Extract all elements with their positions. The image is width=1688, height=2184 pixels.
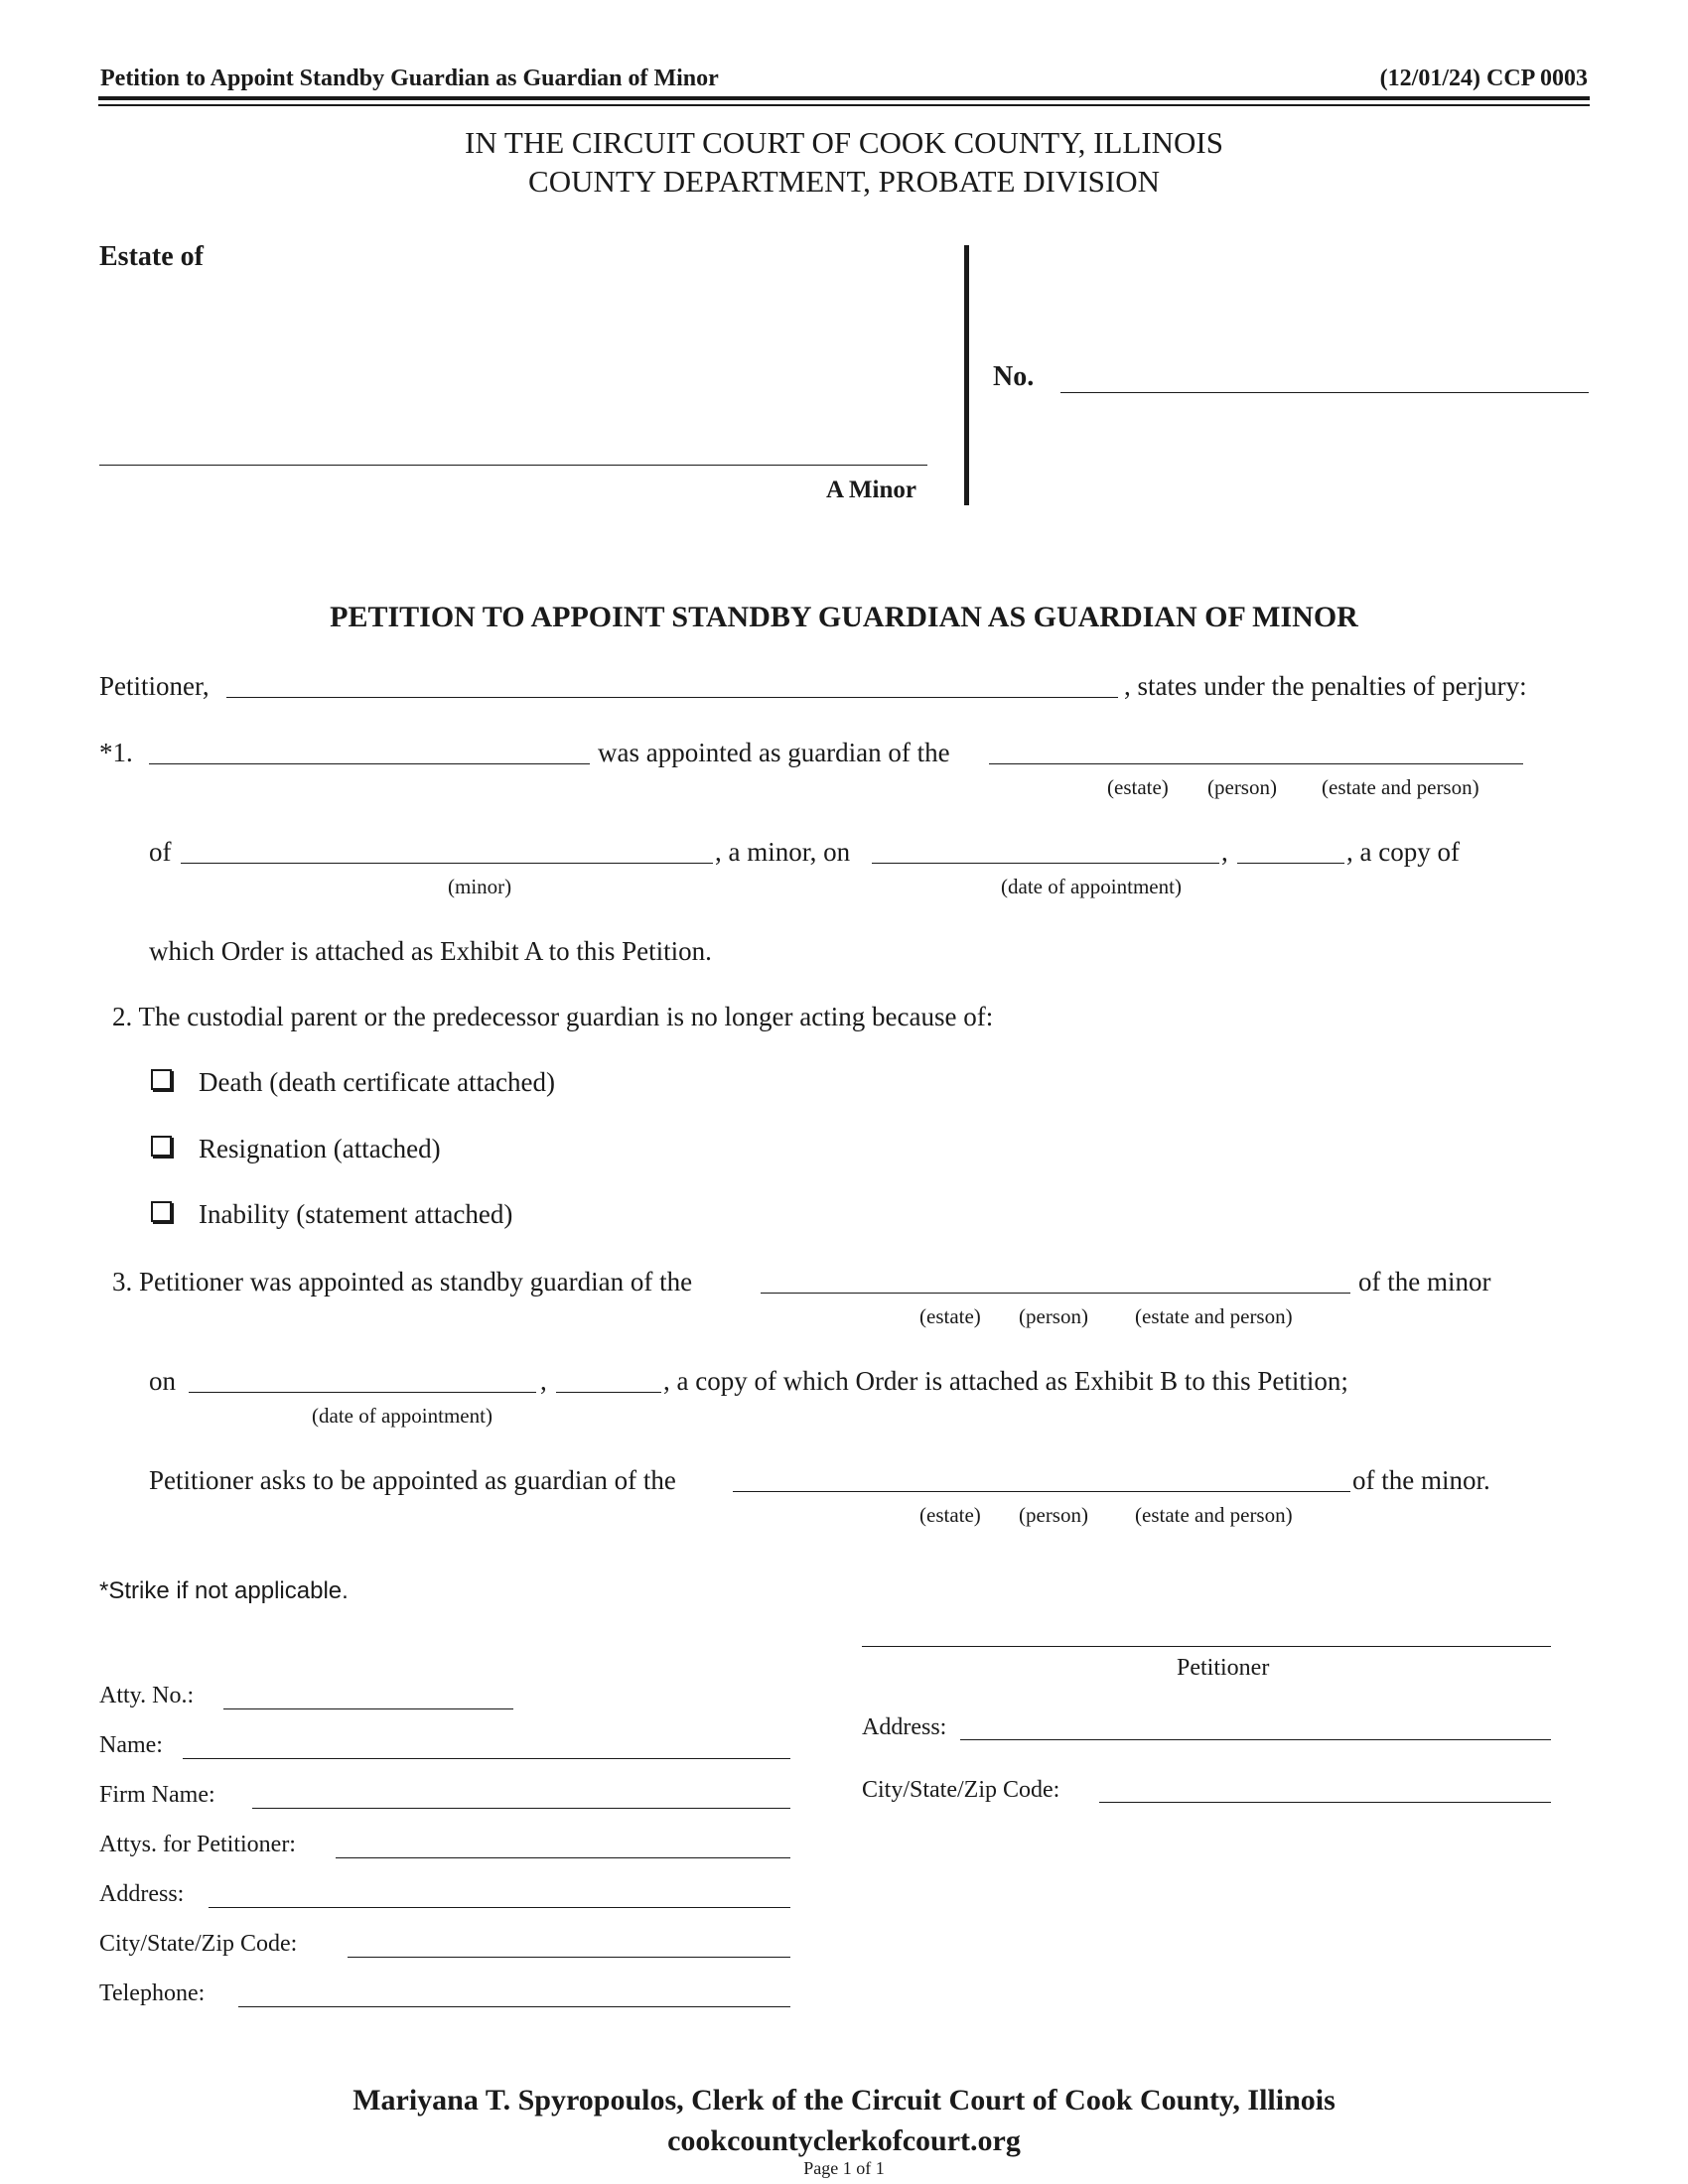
atty-city-line[interactable] bbox=[348, 1957, 790, 1958]
attys-for-line[interactable] bbox=[336, 1857, 790, 1858]
case-number-input[interactable] bbox=[1062, 357, 1587, 389]
petitioner-sig-label: Petitioner bbox=[1177, 1655, 1270, 1681]
item3-opt-person[interactable]: (person) bbox=[1019, 1304, 1088, 1328]
petitioner-city-label: City/State/Zip Code: bbox=[862, 1777, 1060, 1803]
strike-note: *Strike if not applicable. bbox=[99, 1577, 349, 1604]
petitioner-address-label: Address: bbox=[862, 1714, 947, 1740]
atty-address-line[interactable] bbox=[209, 1907, 790, 1908]
petitioner-name-line[interactable] bbox=[226, 697, 1118, 698]
atty-name-label: Name: bbox=[99, 1732, 163, 1758]
item3-date-caption: (date of appointment) bbox=[312, 1404, 492, 1428]
court-division: COUNTY DEPARTMENT, PROBATE DIVISION bbox=[528, 164, 1160, 199]
item1-minor-text: , a minor, on bbox=[715, 837, 851, 867]
atty-no-line[interactable] bbox=[223, 1708, 513, 1709]
atty-address-label: Address: bbox=[99, 1881, 185, 1907]
court-name: IN THE CIRCUIT COURT OF COOK COUNTY, ILLINOIS bbox=[465, 125, 1223, 160]
item3-text: 3. Petitioner was appointed as standby guardian of the bbox=[112, 1267, 693, 1297]
item3-opt-both[interactable]: (estate and person) bbox=[1135, 1304, 1293, 1328]
item3-of-minor: of the minor bbox=[1358, 1267, 1491, 1297]
page-number: Page 1 of 1 bbox=[803, 2158, 885, 2178]
death-option-label: Death (death certificate attached) bbox=[199, 1067, 556, 1097]
clerk-website[interactable]: cookcountyclerkofcourt.org bbox=[667, 2124, 1021, 2157]
item3-asks-opt-person[interactable]: (person) bbox=[1019, 1503, 1088, 1527]
estate-name-input[interactable] bbox=[103, 427, 917, 459]
item3-asks-line[interactable] bbox=[733, 1491, 1350, 1492]
item1-opt-person[interactable]: (person) bbox=[1207, 775, 1277, 799]
atty-name-line[interactable] bbox=[183, 1758, 790, 1759]
minor-name-line[interactable] bbox=[181, 863, 713, 864]
petitioner-address-line[interactable] bbox=[960, 1739, 1551, 1740]
caption-divider bbox=[964, 245, 969, 505]
resignation-option-label: Resignation (attached) bbox=[199, 1134, 441, 1163]
item3-asks-opt-estate[interactable]: (estate) bbox=[919, 1503, 981, 1527]
item1-opt-both[interactable]: (estate and person) bbox=[1322, 775, 1479, 799]
atty-telephone-label: Telephone: bbox=[99, 1980, 206, 2006]
item1-number: *1. bbox=[99, 738, 133, 767]
firm-name-label: Firm Name: bbox=[99, 1782, 215, 1808]
atty-telephone-line[interactable] bbox=[238, 2006, 790, 2007]
item3-opt-estate[interactable]: (estate) bbox=[919, 1304, 981, 1328]
item1-opt-estate[interactable]: (estate) bbox=[1107, 775, 1169, 799]
item1-of: of bbox=[149, 837, 172, 867]
minor-caption: (minor) bbox=[448, 875, 512, 898]
item1-copy-of: , a copy of bbox=[1346, 837, 1460, 867]
item3-asks-opt-both[interactable]: (estate and person) bbox=[1135, 1503, 1293, 1527]
item3-copy-text: , a copy of which Order is attached as Exhibit B to this Petition; bbox=[663, 1366, 1348, 1396]
item1-exhibit-text: which Order is attached as Exhibit A to this Petition. bbox=[149, 936, 712, 966]
firm-name-line[interactable] bbox=[252, 1808, 790, 1809]
case-no-line bbox=[1060, 392, 1589, 393]
form-code: (12/01/24) CCP 0003 bbox=[1379, 66, 1588, 91]
attys-for-label: Attys. for Petitioner: bbox=[99, 1832, 296, 1857]
item3-date-line[interactable] bbox=[189, 1392, 536, 1393]
resignation-checkbox[interactable] bbox=[151, 1136, 172, 1157]
a-minor-label: A Minor bbox=[826, 477, 916, 503]
item1-date-caption: (date of appointment) bbox=[1001, 875, 1182, 898]
item1-text: was appointed as guardian of the bbox=[598, 738, 950, 767]
header-rule-thin bbox=[98, 104, 1590, 106]
item3-on: on bbox=[149, 1366, 176, 1396]
item3-year-line[interactable] bbox=[556, 1392, 661, 1393]
atty-no-label: Atty. No.: bbox=[99, 1683, 195, 1708]
inability-checkbox[interactable] bbox=[151, 1201, 172, 1222]
header-rule-thick bbox=[98, 96, 1590, 100]
item1-comma: , bbox=[1221, 837, 1228, 867]
item3-type-line[interactable] bbox=[761, 1293, 1350, 1294]
petitioner-prefix: Petitioner, bbox=[99, 671, 210, 701]
item3-asks-suffix: of the minor. bbox=[1352, 1465, 1490, 1495]
petitioner-signature-line[interactable] bbox=[862, 1646, 1551, 1647]
penalties-text: , states under the penalties of perjury: bbox=[1124, 671, 1527, 701]
document-title: PETITION TO APPOINT STANDBY GUARDIAN AS GUARDIAN OF MINOR bbox=[330, 601, 1358, 633]
atty-city-label: City/State/Zip Code: bbox=[99, 1931, 298, 1957]
petitioner-city-line[interactable] bbox=[1099, 1802, 1551, 1803]
form-header-title: Petition to Appoint Standby Guardian as Guardian of Minor bbox=[100, 66, 719, 91]
case-no-label: No. bbox=[993, 361, 1035, 392]
item2-text: 2. The custodial parent or the predecessor guardian is no longer acting because of: bbox=[112, 1002, 994, 1031]
item1-year-line[interactable] bbox=[1237, 863, 1344, 864]
inability-option-label: Inability (statement attached) bbox=[199, 1199, 513, 1229]
item3-asks-text: Petitioner asks to be appointed as guardian of the bbox=[149, 1465, 676, 1495]
estate-name-line bbox=[99, 465, 927, 466]
item1-date-line[interactable] bbox=[872, 863, 1219, 864]
estate-of-label: Estate of bbox=[99, 241, 204, 272]
item3-comma: , bbox=[540, 1366, 547, 1396]
item1-type-line[interactable] bbox=[989, 763, 1523, 764]
death-checkbox[interactable] bbox=[151, 1069, 172, 1090]
clerk-footer: Mariyana T. Spyropoulos, Clerk of the Circuit Court of Cook County, Illinois bbox=[352, 2084, 1336, 2116]
guardian-name-line[interactable] bbox=[149, 763, 590, 764]
